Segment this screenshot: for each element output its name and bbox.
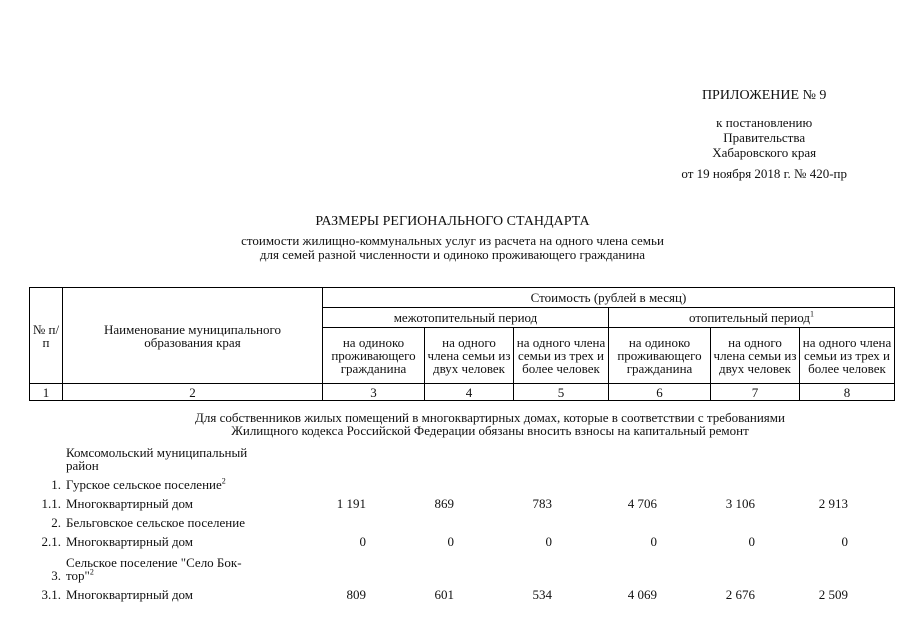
header-col-num: № п/п xyxy=(30,288,63,384)
row-name-line: Бельговское сельское поселение xyxy=(66,515,245,530)
header-sub-single-heating: на одиноко проживающего гражданина xyxy=(609,328,711,384)
header-col-number-8: 8 xyxy=(800,384,895,401)
row-footnote-mark: 2 xyxy=(89,567,94,577)
row-number: 1.1. xyxy=(41,496,61,511)
row-footnote-mark: 2 xyxy=(221,476,226,486)
row-value-col-5: 534 xyxy=(532,587,552,602)
appendix-line-2: Правительства xyxy=(723,130,806,145)
document-subtitle-line-1: стоимости жилищно-коммунальных услуг из расчета на одного члена семьи xyxy=(241,233,664,248)
row-name-line: Многоквартирный дом xyxy=(66,587,194,602)
header-col-number-3: 3 xyxy=(323,384,425,401)
row-name-line: Многоквартирный дом xyxy=(66,496,194,511)
row-value-col-4: 869 xyxy=(434,496,454,511)
header-cost-group: Стоимость (рублей в месяц) xyxy=(323,288,895,308)
row-value-col-6: 0 xyxy=(650,534,657,549)
row-value-col-4: 0 xyxy=(447,534,454,549)
row-value-col-8: 0 xyxy=(841,534,848,549)
table-row xyxy=(29,588,877,602)
row-name xyxy=(66,556,286,582)
header-col-number-2: 2 xyxy=(63,384,323,401)
table-row xyxy=(29,516,877,530)
section-heading xyxy=(100,411,880,437)
row-value-col-7: 3 106 xyxy=(725,496,755,511)
row-name xyxy=(66,535,286,548)
document-subtitle-line-2: для семей разной численности и одиноко проживающего гражданина xyxy=(259,247,646,262)
header-period-heating xyxy=(609,308,895,328)
row-name xyxy=(66,478,286,491)
row-name-line: Комсомольский муниципальный xyxy=(66,445,248,460)
row-value-col-8: 2 913 xyxy=(818,496,848,511)
row-name-line: Сельское поселение "Село Бок- xyxy=(66,555,242,570)
row-name-text: тор" xyxy=(66,568,90,583)
row-name xyxy=(66,446,286,472)
header-period-heating-note: 1 xyxy=(809,309,814,319)
row-value-col-4: 601 xyxy=(434,587,454,602)
row-name xyxy=(66,497,286,510)
row-value-col-5: 0 xyxy=(545,534,552,549)
header-sub-two-non-heating: на одного члена семьи из двух человек xyxy=(425,328,514,384)
table-row xyxy=(29,535,877,549)
header-sub-two-heating: на одного члена семьи из двух человек xyxy=(711,328,800,384)
row-number: 2. xyxy=(51,515,61,530)
row-value-col-6: 4 706 xyxy=(627,496,657,511)
row-value-col-7: 2 676 xyxy=(725,587,755,602)
header-col-number-1: 1 xyxy=(30,384,63,401)
header-sub-single-non-heating: на одиноко проживающего гражданина xyxy=(323,328,425,384)
table-row xyxy=(29,497,877,511)
row-value-col-3: 809 xyxy=(346,587,366,602)
header-col-name: Наименование муниципального образования края xyxy=(63,288,323,384)
row-value-col-8: 2 509 xyxy=(818,587,848,602)
appendix-line-3: Хабаровского края xyxy=(712,145,817,160)
appendix-title: ПРИЛОЖЕНИЕ № 9 xyxy=(701,88,827,103)
row-number: 3.1. xyxy=(41,587,61,602)
row-value-col-5: 783 xyxy=(532,496,552,511)
document-title: РАЗМЕРЫ РЕГИОНАЛЬНОГО СТАНДАРТА xyxy=(315,214,590,229)
header-sub-three-non-heating: на одного члена семьи из трех и более человек xyxy=(514,328,609,384)
row-name-text: Гурское сельское поселение xyxy=(66,477,222,492)
row-name-line-wrap xyxy=(66,568,94,583)
row-value-col-6: 4 069 xyxy=(627,587,657,602)
header-col-number-4: 4 xyxy=(425,384,514,401)
row-name-line-wrap xyxy=(66,477,226,492)
row-value-col-7: 0 xyxy=(748,534,755,549)
header-col-number-6: 6 xyxy=(609,384,711,401)
table-row xyxy=(29,478,877,492)
section-heading-line-2: Жилищного кодекса Российской Федерации обязаны вносить взносы на капитальный ремонт xyxy=(231,423,749,438)
header-period-heating-label: отопительный период xyxy=(689,310,810,325)
table-row xyxy=(29,555,877,583)
header-col-number-7: 7 xyxy=(711,384,800,401)
document-subtitle xyxy=(0,234,905,262)
row-name xyxy=(66,516,286,529)
header-col-number-5: 5 xyxy=(514,384,609,401)
row-name-line: Многоквартирный дом xyxy=(66,534,194,549)
appendix-block xyxy=(681,88,847,181)
row-number: 3. xyxy=(51,568,61,583)
appendix-line-1: к постановлению xyxy=(716,115,813,130)
row-number: 1. xyxy=(51,477,61,492)
header-sub-three-heating: на одного члена семьи из трех и более человек xyxy=(800,328,895,384)
section-heading-line-1: Для собственников жилых помещений в многоквартирных домах, которые в соответствии с требованиями xyxy=(195,410,785,425)
row-value-col-3: 1 191 xyxy=(336,496,366,511)
row-name-line: район xyxy=(66,458,99,473)
row-number: 2.1. xyxy=(41,534,61,549)
appendix-date: от 19 ноября 2018 г. № 420-пр xyxy=(681,166,847,181)
table-header xyxy=(29,287,895,401)
row-value-col-3: 0 xyxy=(359,534,366,549)
row-name xyxy=(66,588,286,601)
table-row xyxy=(29,445,877,473)
header-period-non-heating: межотопительный период xyxy=(323,308,609,328)
